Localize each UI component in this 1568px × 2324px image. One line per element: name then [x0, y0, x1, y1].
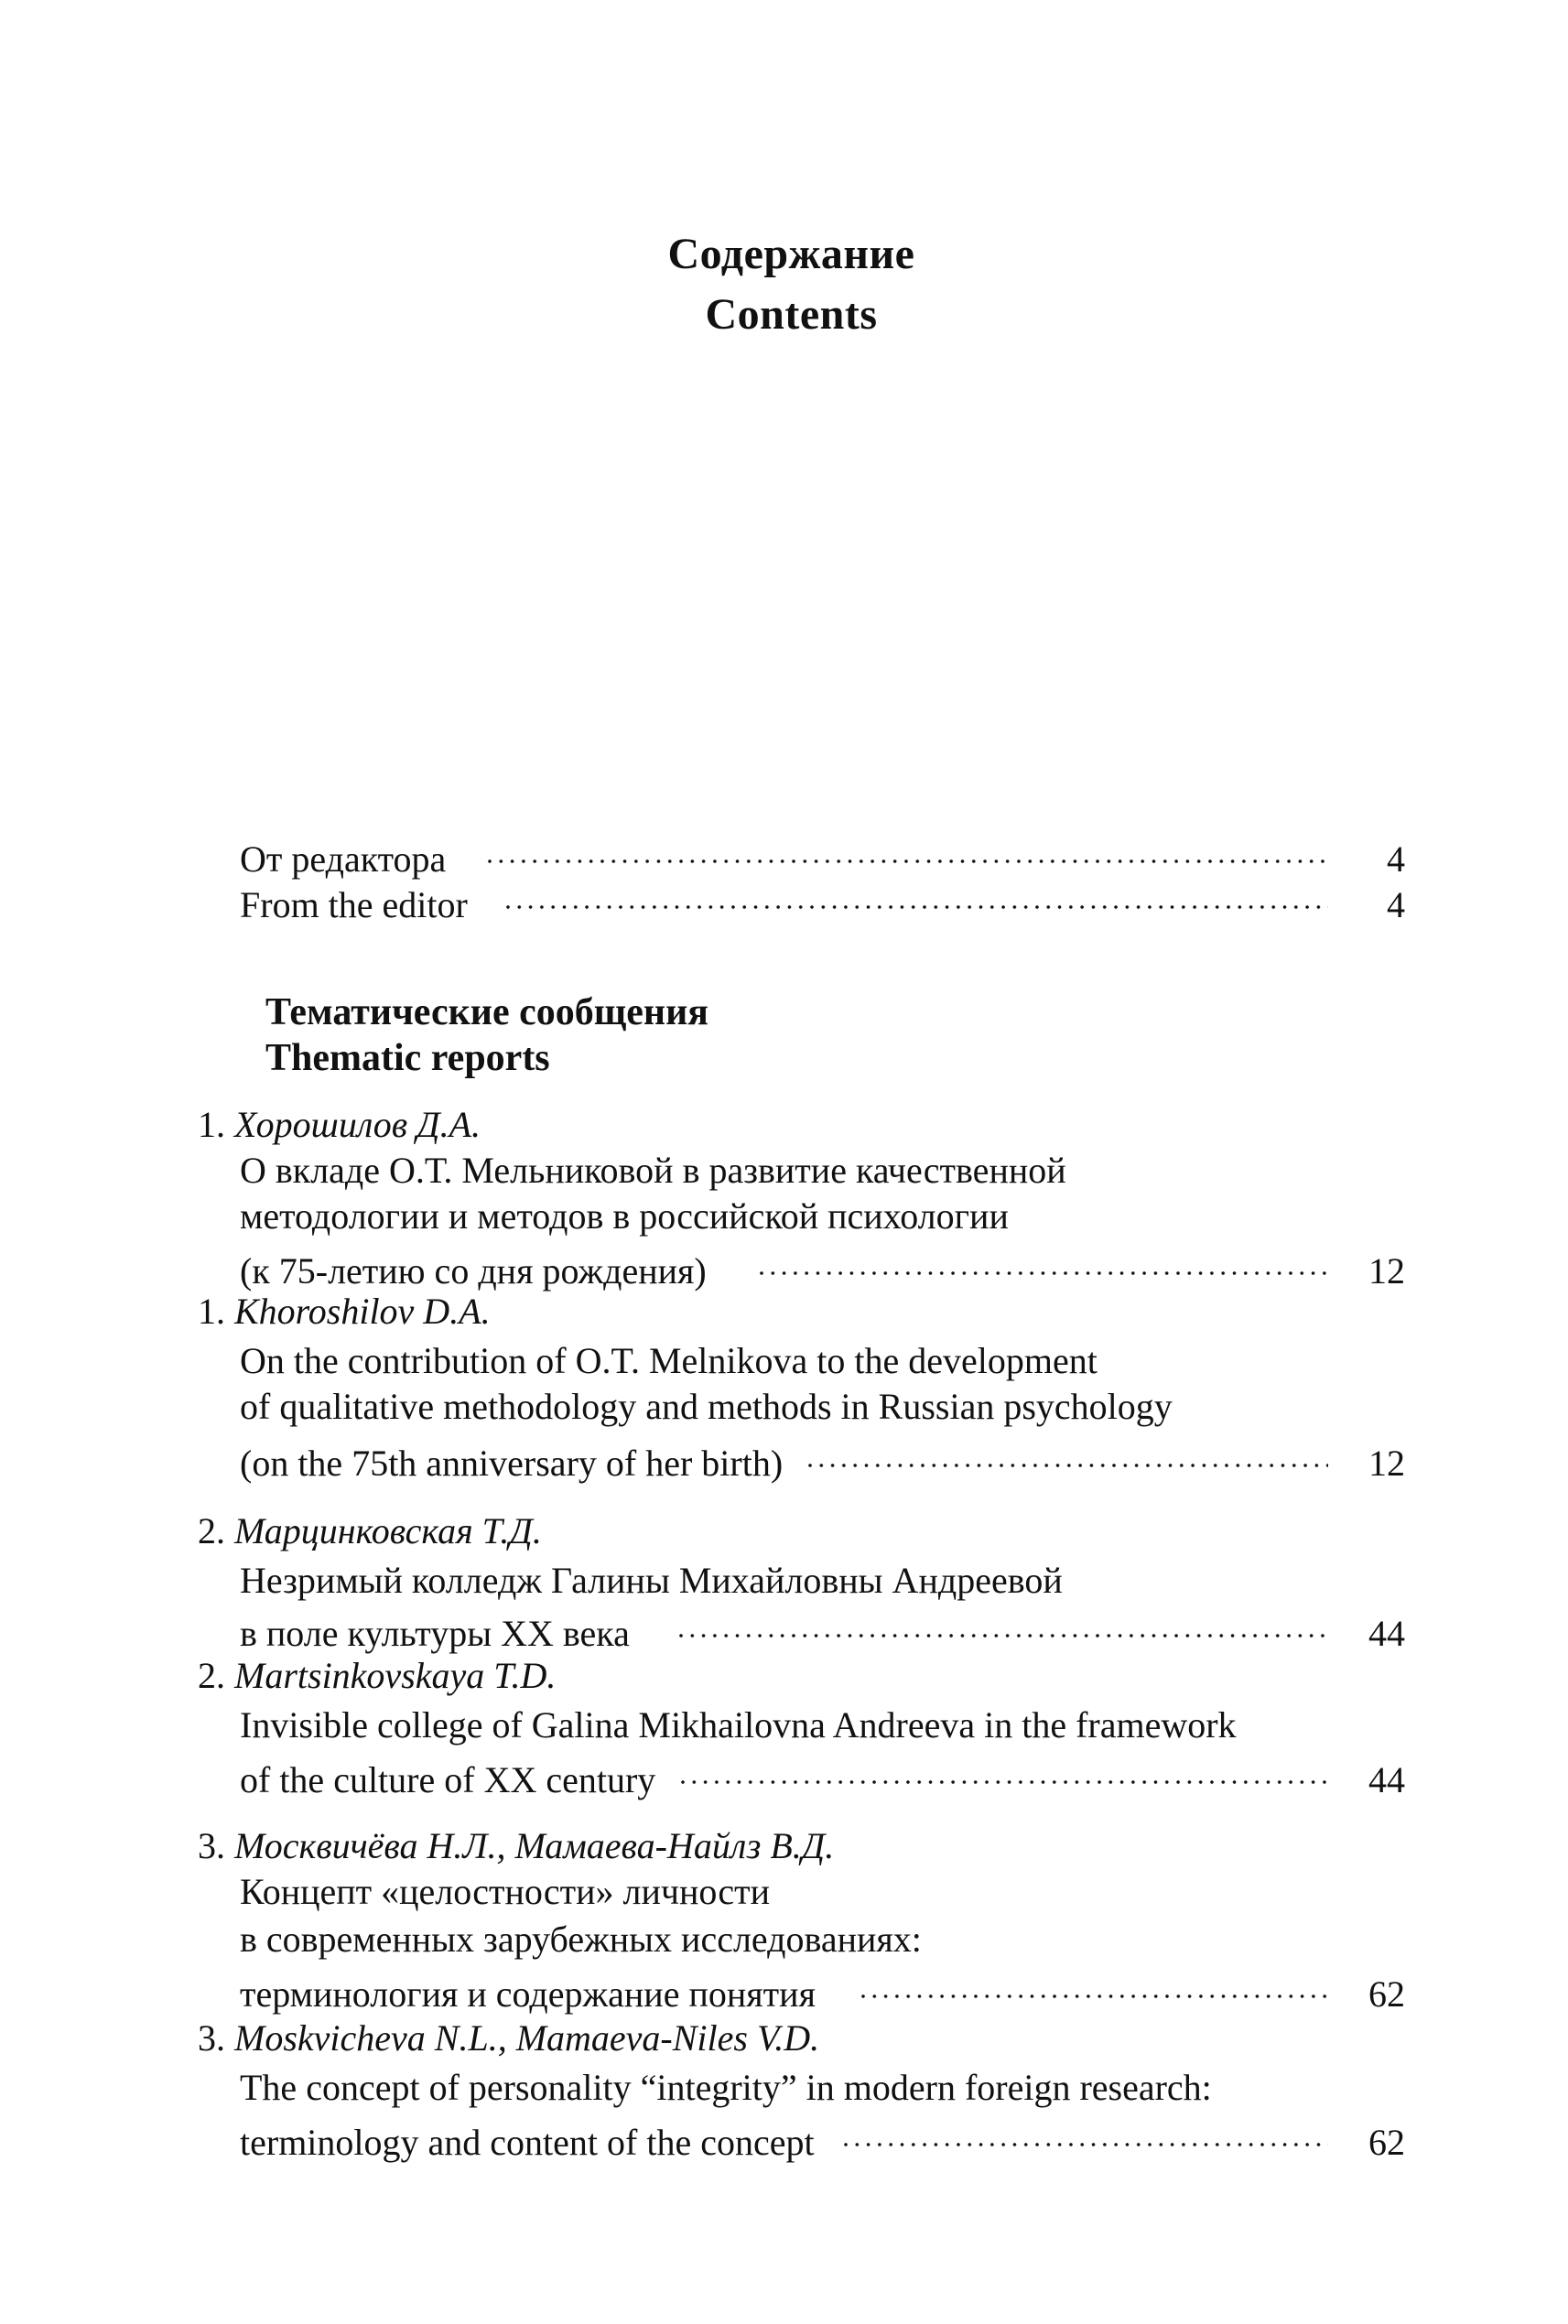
- title-line: терминология и содержание понятия: [240, 1973, 816, 2015]
- dot-leader: [679, 1604, 1328, 1646]
- entry-number: 1.: [198, 1291, 225, 1332]
- title-line: of the culture of XX century: [240, 1759, 656, 1800]
- toc-entry-title-line[interactable]: [240, 1704, 1405, 1746]
- entry-number: 3.: [198, 2017, 225, 2059]
- title-line: Invisible college of Galina Mikhailovna Andreeva in the framework: [240, 1704, 1237, 1746]
- page-number: 44: [1368, 1759, 1405, 1800]
- title-line: О вкладе О.Т. Мельниковой в развитие качественной: [240, 1150, 1066, 1191]
- title-line: of qualitative methodology and methods in Russian psychology: [240, 1386, 1173, 1427]
- page-number: 4: [1387, 884, 1405, 925]
- toc-entry-title-line[interactable]: [240, 2113, 1405, 2163]
- toc-entry-authors: [198, 2017, 819, 2059]
- title-line: методологии и методов в российской психологии: [240, 1195, 1009, 1237]
- dot-leader: [808, 1433, 1328, 1475]
- toc-entry-authors: [198, 1291, 491, 1333]
- entry-author: Moskvicheva N.L., Mamaeva-Niles V.D.: [234, 2017, 820, 2059]
- title-line: в современных зарубежных исследованиях:: [240, 1919, 922, 1960]
- toc-entry-title: From the editor: [240, 884, 468, 925]
- page-title-en: Contents: [705, 290, 878, 339]
- title-line: в поле культуры XX века: [240, 1613, 630, 1654]
- entry-author: Москвичёва Н.Л., Мамаева-Найлз В.Д.: [234, 1825, 835, 1866]
- page-number: 62: [1368, 1973, 1405, 2015]
- toc-entry-authors: [198, 1510, 542, 1552]
- toc-entry-editor-ru[interactable]: [240, 829, 1405, 880]
- section-heading-en: Thematic reports: [265, 1037, 550, 1079]
- entry-author: Марцинковская Т.Д.: [234, 1510, 542, 1551]
- dot-leader: [488, 829, 1328, 871]
- title-line: The concept of personality “integrity” in modern foreign research:: [240, 2067, 1212, 2108]
- title-line: On the contribution of O.T. Melnikova to the development: [240, 1340, 1098, 1381]
- entry-author: Хорошилов Д.А.: [234, 1104, 481, 1145]
- entry-number: 2.: [198, 1655, 225, 1696]
- toc-entry-title-line[interactable]: [240, 1241, 1405, 1292]
- toc-entry-title: От редактора: [240, 838, 447, 880]
- title-line: Концепт «целостности» личности: [240, 1871, 771, 1912]
- toc-entry-title-line[interactable]: [240, 1964, 1405, 2015]
- dot-leader: [844, 2113, 1328, 2155]
- toc-entry-title-line[interactable]: [240, 1195, 1405, 1238]
- toc-entry-title-line[interactable]: [240, 1871, 1405, 1913]
- section-heading-ru: Тематические сообщения: [265, 991, 709, 1033]
- toc-entry-title-line[interactable]: [240, 1340, 1405, 1382]
- title-line: (on the 75th anniversary of her birth): [240, 1443, 784, 1484]
- toc-entry-authors: [198, 1655, 556, 1697]
- dot-leader: [760, 1241, 1328, 1283]
- title-line: (к 75-летию со дня рождения): [240, 1250, 707, 1292]
- toc-entry-title-line[interactable]: [240, 1604, 1405, 1654]
- page-title-ru: Содержание: [667, 230, 915, 278]
- entry-author: Khoroshilov D.A.: [234, 1291, 491, 1332]
- page-number: 12: [1368, 1250, 1405, 1292]
- toc-entry-title-line[interactable]: [240, 1386, 1405, 1428]
- page-number: 44: [1368, 1613, 1405, 1654]
- toc-entry-title-line[interactable]: [240, 1150, 1405, 1192]
- page-number: 4: [1387, 838, 1405, 880]
- title-line: Незримый колледж Галины Михайловны Андреевой: [240, 1560, 1063, 1601]
- page-number: 12: [1368, 1443, 1405, 1484]
- entry-number: 1.: [198, 1104, 225, 1145]
- dot-leader: [506, 875, 1328, 917]
- toc-entry-authors: [198, 1825, 834, 1867]
- entry-number: 2.: [198, 1510, 225, 1551]
- toc-entry-authors: [198, 1104, 481, 1146]
- dot-leader: [681, 1750, 1328, 1792]
- entry-number: 3.: [198, 1825, 225, 1866]
- toc-entry-title-line[interactable]: [240, 1433, 1405, 1484]
- title-line: terminology and content of the concept: [240, 2122, 815, 2163]
- toc-entry-title-line[interactable]: [240, 1750, 1405, 1800]
- toc-entry-title-line[interactable]: [240, 1919, 1405, 1961]
- page-number: 62: [1368, 2122, 1405, 2163]
- toc-entry-editor-en[interactable]: [240, 875, 1405, 925]
- toc-entry-title-line[interactable]: [240, 1560, 1405, 1602]
- dot-leader: [861, 1964, 1328, 2006]
- toc-entry-title-line[interactable]: [240, 2067, 1405, 2109]
- entry-author: Martsinkovskaya T.D.: [234, 1655, 557, 1696]
